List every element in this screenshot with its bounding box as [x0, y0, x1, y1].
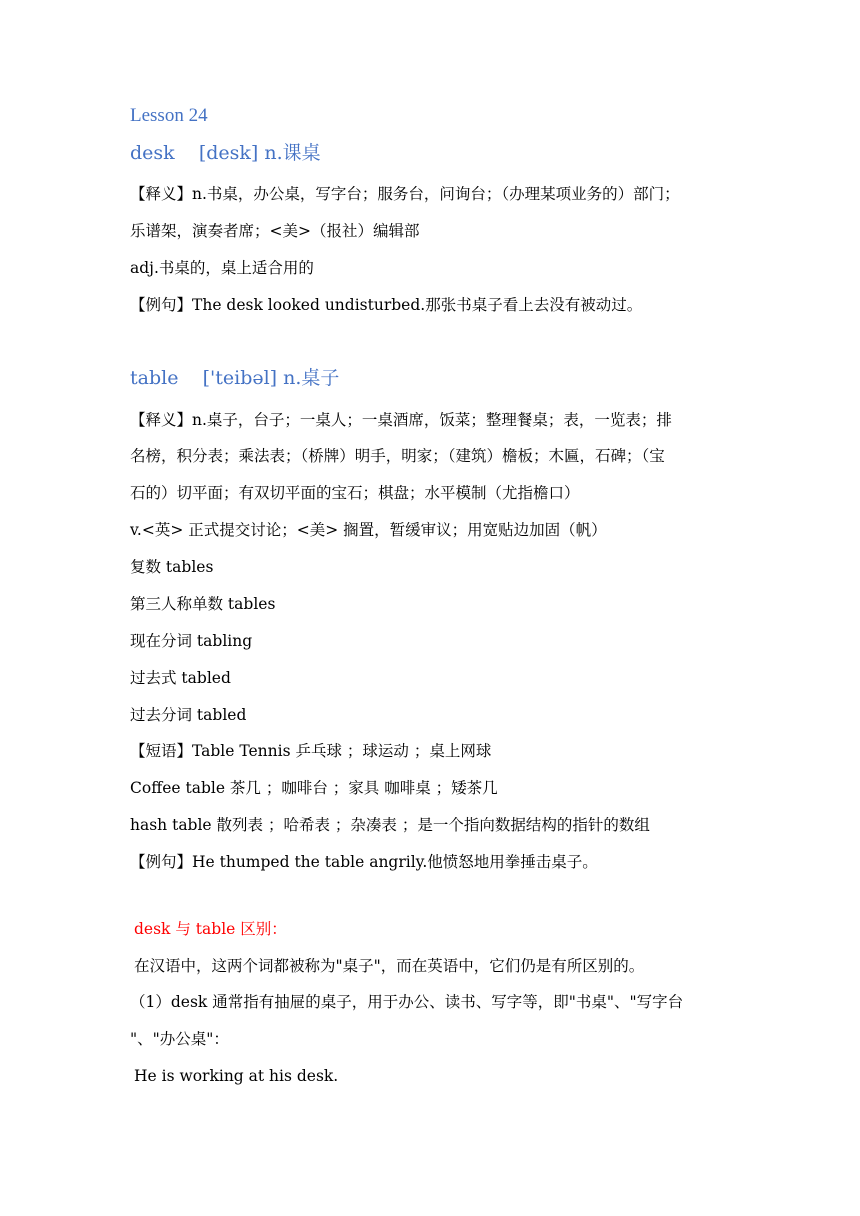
definition-line: 【释义】n.桌子，台子；一桌人；一桌酒席，饭菜；整理餐桌；表，一览表；排: [130, 411, 672, 429]
difference-line: （1）desk 通常指有抽屉的桌子，用于办公、读书、写字等，即"书桌"、"写字台: [130, 993, 684, 1011]
phrase-line: hash table 散列表 ；哈希表 ；杂凑表 ；是一个指向数据结构的指针的数组: [130, 816, 650, 834]
headword-desk: desk [desk] n.课桌: [130, 142, 321, 164]
inflection-line: 现在分词 tabling: [130, 632, 253, 650]
definition-line: 名榜，积分表；乘法表；（桥牌）明手，明家；（建筑）檐板；木匾，石碑；（宝: [130, 447, 665, 465]
headword-table: table ['teibəl] n.桌子: [130, 367, 340, 389]
inflection-line: 过去式 tabled: [130, 669, 231, 687]
definition-line: 石的）切平面；有双切平面的宝石；棋盘；水平模制（尤指檐口）: [130, 484, 580, 502]
definition-line: v.<英> 正式提交讨论；<美> 搁置，暂缓审议；用宽贴边加固（帆）: [130, 521, 607, 539]
example-sentence: He is working at his desk.: [134, 1067, 339, 1085]
phrase-line: 【短语】Table Tennis 乒乓球 ；球运动 ；桌上网球: [130, 742, 492, 760]
definition-line: adj.书桌的，桌上适合用的: [130, 259, 314, 277]
difference-line: 在汉语中，这两个词都被称为"桌子"，而在英语中，它们仍是有所区别的。: [134, 957, 645, 975]
lesson-title: Lesson 24: [130, 105, 208, 126]
inflection-line: 过去分词 tabled: [130, 706, 247, 724]
definition-line: 【释义】n.书桌，办公桌，写字台；服务台，问询台；（办理某项业务的）部门；: [130, 185, 680, 203]
difference-heading: desk 与 table 区别：: [134, 920, 287, 938]
phrase-line: Coffee table 茶几 ；咖啡台 ；家具 咖啡桌 ；矮茶几: [130, 779, 498, 797]
inflection-line: 复数 tables: [130, 558, 214, 576]
definition-line: 乐谱架，演奏者席；<美>（报社）编辑部: [130, 222, 420, 240]
inflection-line: 第三人称单数 tables: [130, 595, 276, 613]
difference-line: "、"办公桌"：: [130, 1030, 229, 1048]
example-sentence: 【例句】He thumped the table angrily.他愤怒地用拳捶击桌子。: [130, 853, 598, 871]
example-sentence: 【例句】The desk looked undisturbed.那张书桌子看上去没有被动过。: [130, 296, 643, 314]
